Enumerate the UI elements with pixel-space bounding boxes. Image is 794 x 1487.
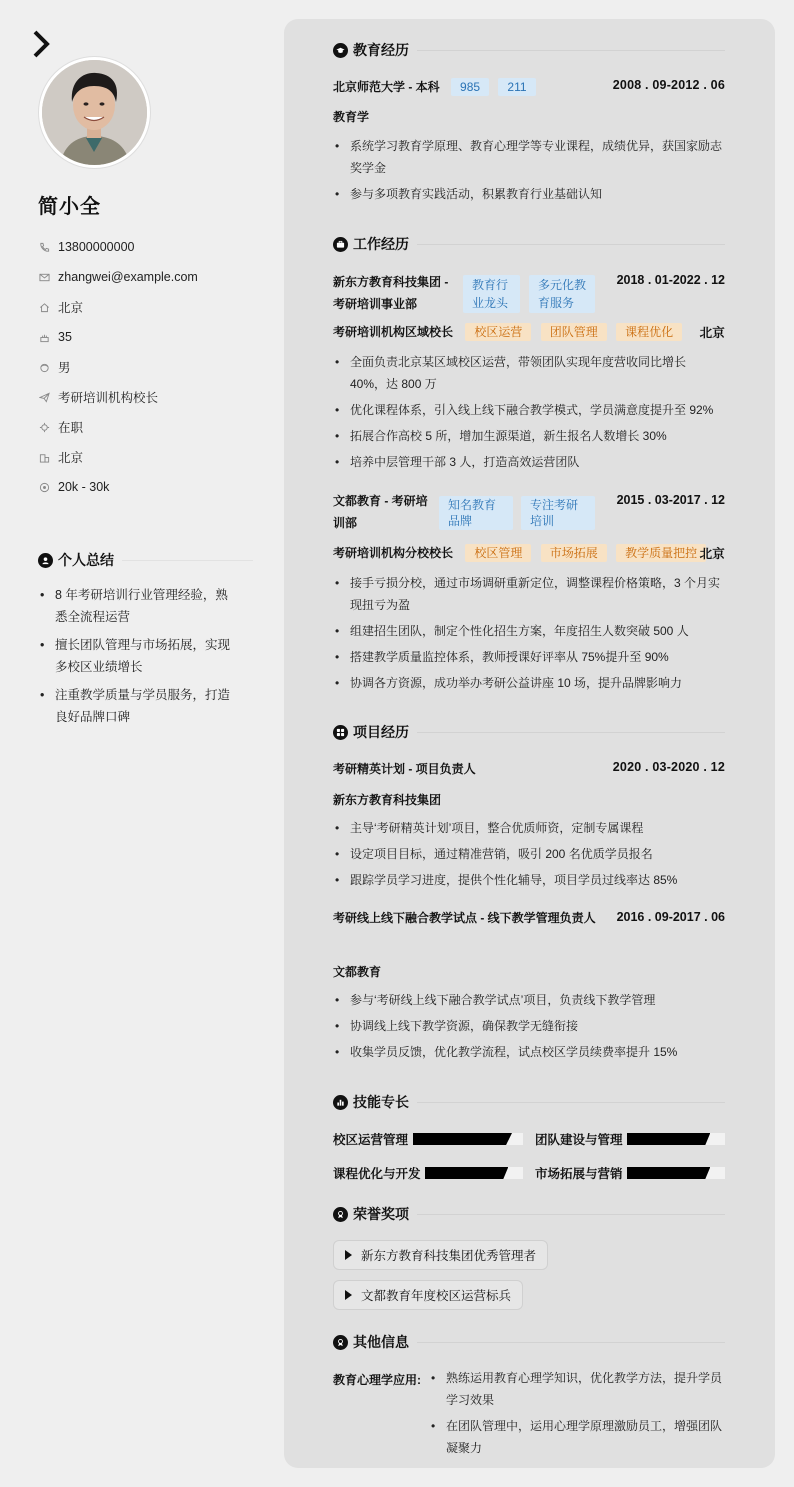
- user-circle-icon: [38, 553, 53, 568]
- phone-icon: [38, 241, 50, 253]
- divider: [417, 1102, 725, 1103]
- bar-chart-icon: [333, 1095, 348, 1110]
- job-date: 2015 . 03-2017 . 12: [616, 493, 725, 507]
- mail-icon: [38, 271, 50, 283]
- project-org: 新东方教育科技集团: [333, 793, 442, 807]
- graduation-cap-icon: [333, 43, 348, 58]
- project-date: 2016 . 09-2017 . 06: [616, 910, 725, 924]
- role-row: [333, 323, 725, 343]
- summary-title-text: 个人总结: [58, 552, 114, 568]
- awards-title-text: 荣誉奖项: [353, 1206, 409, 1222]
- projects-title-text: 项目经历: [353, 724, 409, 740]
- list-item: • 设定项目目标，通过精准营销，吸引 200 名优质学员报名: [333, 843, 725, 865]
- school-tag: 985: [451, 78, 489, 96]
- job-city: 北京: [699, 547, 725, 561]
- list-item: • 协调线上线下教学资源，确保教学无缝衔接: [333, 1015, 725, 1037]
- award-item[interactable]: [333, 1240, 548, 1270]
- education-header: [333, 78, 725, 98]
- company-tag: 知名教育品牌: [439, 496, 513, 530]
- skills-section-title: [333, 1092, 725, 1112]
- info-home-text: 北京: [58, 301, 84, 315]
- project-name: 考研精英计划 - 项目负责人: [333, 762, 476, 776]
- award-icon: [333, 1207, 348, 1222]
- info-age: [38, 322, 258, 352]
- divider: [417, 244, 725, 245]
- info-email-text: zhangwei@example.com: [58, 270, 198, 284]
- award-item[interactable]: [333, 1280, 523, 1310]
- info-gender: [38, 352, 258, 382]
- list-item: • 跟踪学员学习进度，提供个性化辅导，项目学员过线率达 85%: [333, 869, 725, 891]
- list-item: • 接手亏损分校，通过市场调研重新定位，调整课程价格策略，3 个月实现扭亏为盈: [333, 572, 725, 616]
- list-item: • 熟练运用教育心理学知识，优化教学方法，提升学员学习效果: [429, 1367, 725, 1411]
- role-name: 考研培训机构分校校长: [333, 546, 454, 560]
- list-item: • 参与‘考研线上线下融合教学试点’项目，负责线下教学管理: [333, 989, 725, 1011]
- other-title-text: 其他信息: [353, 1334, 409, 1350]
- projects-section-title: [333, 722, 725, 742]
- send-icon: [38, 391, 50, 403]
- briefcase-icon: [333, 237, 348, 252]
- skill-name: 校区运营管理: [333, 1133, 409, 1147]
- project-list: [333, 817, 725, 895]
- info-phone-text: 13800000000: [58, 240, 135, 254]
- skill-name: 团队建设与管理: [535, 1133, 623, 1147]
- info-phone: [38, 232, 258, 262]
- age-icon: [38, 331, 50, 343]
- list-item: • 培养中层管理干部 3 人，打造高效运营团队: [333, 451, 725, 473]
- role-tag: 市场拓展: [541, 544, 607, 562]
- education-section-title: [333, 40, 725, 60]
- school-tag: 211: [498, 78, 535, 96]
- role-row: [333, 544, 725, 564]
- divider: [122, 560, 253, 561]
- info-position-text: 考研培训机构校长: [58, 391, 159, 405]
- role-tag: 课程优化: [616, 323, 682, 341]
- list-item: • 搭建教学质量监控体系，教师授课好评率从 75%提升至 90%: [333, 646, 725, 668]
- project-date: 2020 . 03-2020 . 12: [612, 760, 725, 774]
- other-label: 教育心理学应用:: [333, 1373, 421, 1387]
- info-status-text: 在职: [58, 421, 84, 435]
- awards-section-title: [333, 1204, 725, 1224]
- skill-bar: [425, 1167, 523, 1179]
- skill-bar: [627, 1133, 725, 1145]
- major: 教育学: [333, 110, 370, 124]
- divider: [417, 1214, 725, 1215]
- summary-list: [38, 584, 233, 734]
- info-status: [38, 412, 258, 442]
- avatar-photo: [42, 60, 147, 165]
- job-list: [333, 572, 725, 698]
- summary-section-title: [38, 550, 253, 570]
- company-tag: 多元化教育服务: [529, 275, 595, 313]
- education-title-text: 教育经历: [353, 42, 409, 58]
- city-icon: [38, 451, 50, 463]
- project-name: 考研线上线下融合教学试点 - 线下教学管理负责人: [333, 911, 596, 925]
- skills-title-text: 技能专长: [353, 1094, 409, 1110]
- list-item: • 注重教学质量与学员服务，打造良好品牌口碑: [38, 684, 233, 728]
- school-name: 北京师范大学 - 本科: [333, 80, 440, 94]
- list-item: • 系统学习教育学原理、教育心理学等专业课程，成绩优异，获国家励志奖学金: [333, 135, 725, 179]
- skill-bar-fill: [627, 1133, 710, 1145]
- info-gender-text: 男: [58, 361, 71, 375]
- list-item: • 优化课程体系，引入线上线下融合教学模式，学员满意度提升至 92%: [333, 399, 725, 421]
- project-header: [333, 760, 725, 780]
- skill-bar: [627, 1167, 725, 1179]
- role-tag: 校区管理: [465, 544, 531, 562]
- divider: [417, 732, 725, 733]
- work-title-text: 工作经历: [353, 236, 409, 252]
- company-name: 新东方教育科技集团 - 考研培训事业部: [333, 275, 449, 311]
- candidate-name: 简小全: [38, 196, 101, 218]
- award-icon: [333, 1335, 348, 1350]
- award-text: 文都教育年度校区运营标兵: [361, 1289, 512, 1303]
- award-text: 新东方教育科技集团优秀管理者: [361, 1249, 537, 1263]
- skill-bar-fill: [627, 1167, 710, 1179]
- skill-name: 课程优化与开发: [333, 1167, 421, 1181]
- list-item: • 主导‘考研精英计划’项目，整合优质师资，定制专属课程: [333, 817, 725, 839]
- company-name: 文都教育 - 考研培训部: [333, 494, 428, 530]
- role-tag: 团队管理: [541, 323, 607, 341]
- info-salary: [38, 472, 258, 502]
- list-item: • 协调各方资源，成功举办考研公益讲座 10 场，提升品牌影响力: [333, 672, 725, 694]
- avatar: [39, 57, 150, 168]
- divider: [417, 50, 725, 51]
- list-item: • 全面负责北京某区域校区运营，带领团队实现年度营收同比增长 40%，达 800 万: [333, 351, 725, 395]
- info-salary-text: 20k - 30k: [58, 480, 110, 494]
- info-age-text: 35: [58, 330, 72, 344]
- contact-info-list: [38, 232, 258, 502]
- company-tag: 教育行业龙头: [463, 275, 520, 313]
- role-tag: 校区运营: [465, 323, 531, 341]
- skill-bar-fill: [413, 1133, 512, 1145]
- project-org: 文都教育: [333, 965, 382, 979]
- role-tag: 教学质量把控: [616, 544, 706, 562]
- list-item: • 收集学员反馈，优化教学流程，试点校区学员续费率提升 15%: [333, 1041, 725, 1063]
- grid-icon: [333, 725, 348, 740]
- divider: [417, 1342, 725, 1343]
- job-date: 2018 . 01-2022 . 12: [616, 273, 725, 287]
- list-item: • 参与多项教育实践活动，积累教育行业基础认知: [333, 183, 725, 205]
- salary-icon: [38, 481, 50, 493]
- play-icon: [345, 1290, 352, 1300]
- info-city: [38, 442, 258, 472]
- list-item: • 擅长团队管理与市场拓展，实现多校区业绩增长: [38, 634, 233, 678]
- list-item: • 组建招生团队，制定个性化招生方案，年度招生人数突破 500 人: [333, 620, 725, 642]
- company-tag: 专注考研培训: [521, 496, 595, 530]
- status-icon: [38, 421, 50, 433]
- play-icon: [345, 1250, 352, 1260]
- skill-name: 市场拓展与营销: [535, 1167, 623, 1181]
- other-list: [429, 1367, 725, 1463]
- info-position: [38, 382, 258, 412]
- other-section-title: [333, 1332, 725, 1352]
- list-item: • 拓展合作高校 5 所，增加生源渠道，新生报名人数增长 30%: [333, 425, 725, 447]
- work-section-title: [333, 234, 725, 254]
- skill-bar-fill: [425, 1167, 508, 1179]
- list-item: • 8 年考研培训行业管理经验，熟悉全流程运营: [38, 584, 233, 628]
- project-list: [333, 989, 725, 1067]
- info-email: [38, 262, 258, 292]
- job-list: [333, 351, 725, 477]
- role-name: 考研培训机构区域校长: [333, 325, 454, 339]
- job-city: 北京: [699, 326, 725, 340]
- list-item: • 在团队管理中，运用心理学原理激励员工，增强团队凝聚力: [429, 1415, 725, 1459]
- home-icon: [38, 301, 50, 313]
- gender-icon: [38, 361, 50, 373]
- education-date: 2008 . 09-2012 . 06: [612, 78, 725, 92]
- info-home: [38, 292, 258, 322]
- skill-bar: [413, 1133, 523, 1145]
- education-list: [333, 135, 725, 209]
- brand-logo-icon: [33, 30, 51, 58]
- info-city-text: 北京: [58, 451, 84, 465]
